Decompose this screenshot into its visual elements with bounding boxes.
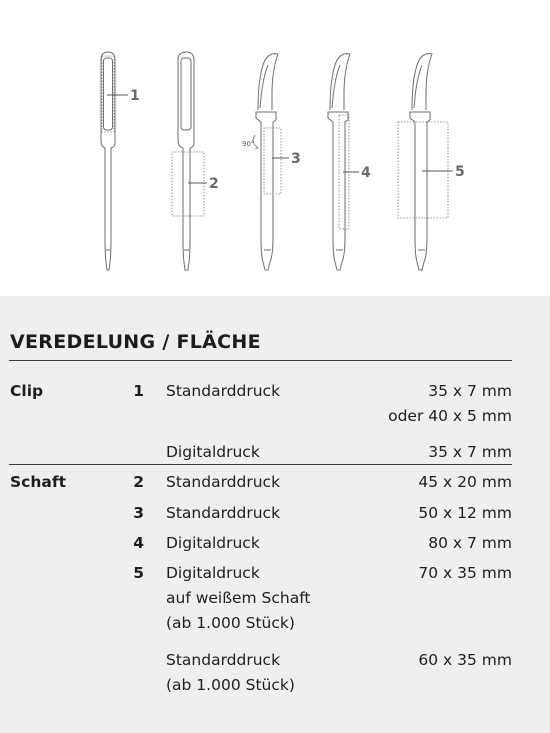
group-divider bbox=[9, 464, 512, 465]
method-line: auf weißem Schaft bbox=[166, 589, 311, 607]
print-size: 60 x 35 mm bbox=[418, 651, 512, 669]
method-line: (ab 1.000 Stück) bbox=[166, 614, 295, 632]
print-method: Digitaldruck bbox=[166, 443, 260, 461]
method-line: Digitaldruck bbox=[166, 564, 260, 582]
callout-1: 1 bbox=[130, 88, 140, 104]
area-number-3: 3 bbox=[133, 504, 144, 522]
area-number-1: 1 bbox=[133, 382, 144, 400]
size-line: 35 x 7 mm bbox=[428, 382, 512, 400]
print-method bbox=[166, 561, 311, 636]
pen-print-areas-diagram bbox=[0, 0, 550, 296]
method-line: (ab 1.000 Stück) bbox=[166, 676, 295, 694]
size-line-alt: oder 40 x 5 mm bbox=[388, 407, 512, 425]
pen-side-5 bbox=[410, 54, 432, 270]
print-size: 70 x 35 mm bbox=[418, 564, 512, 582]
angle-label: 90° bbox=[242, 140, 255, 148]
print-area-2 bbox=[172, 152, 204, 216]
print-method: Standarddruck bbox=[166, 382, 281, 400]
callout-3: 3 bbox=[291, 151, 301, 167]
heading-rule bbox=[9, 360, 512, 361]
group-schaft: Schaft bbox=[10, 473, 66, 491]
pen-front-clip bbox=[101, 52, 115, 270]
print-size: 35 x 7 mm bbox=[428, 443, 512, 461]
print-method: Standarddruck bbox=[166, 504, 281, 522]
pen-illustration-area bbox=[0, 0, 550, 296]
group-clip: Clip bbox=[10, 382, 44, 400]
print-area-5 bbox=[398, 122, 448, 218]
area-number-4: 4 bbox=[133, 534, 144, 552]
area-number-5: 5 bbox=[133, 564, 144, 582]
callout-4: 4 bbox=[361, 165, 371, 181]
print-size bbox=[388, 379, 512, 429]
pen-side-3 bbox=[256, 54, 278, 270]
area-number-2: 2 bbox=[133, 473, 144, 491]
method-line: Standarddruck bbox=[166, 651, 281, 669]
print-size: 45 x 20 mm bbox=[418, 473, 512, 491]
print-method: Digitaldruck bbox=[166, 534, 260, 552]
print-method: Standarddruck bbox=[166, 473, 281, 491]
print-method bbox=[166, 648, 295, 698]
section-title: VEREDELUNG / FLÄCHE bbox=[10, 331, 261, 353]
callout-5: 5 bbox=[455, 164, 465, 180]
callout-2: 2 bbox=[209, 176, 219, 192]
print-size: 80 x 7 mm bbox=[428, 534, 512, 552]
pen-front-shaft bbox=[178, 52, 194, 270]
print-size: 50 x 12 mm bbox=[418, 504, 512, 522]
